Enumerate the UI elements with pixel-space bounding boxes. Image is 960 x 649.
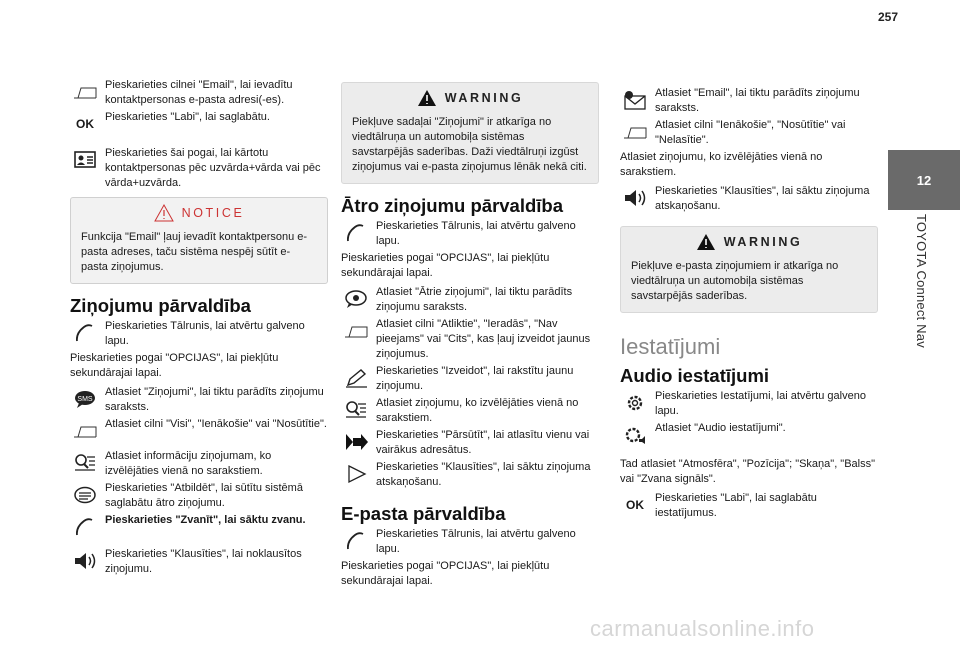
ok-step: OK Pieskarieties "Labi", lai saglabātu iestatījumus. bbox=[620, 491, 878, 521]
ok-step: OK Pieskarieties "Labi", lai saglabātu. bbox=[70, 110, 328, 140]
warning-title: WARNING bbox=[723, 234, 803, 249]
quick-messages-step: Atlasiet "Ātrie ziņojumi", lai tiktu parādīts ziņojumu saraksts. bbox=[341, 285, 599, 315]
phone-step: Pieskarieties Tālrunis, lai atvērtu galveno lapu. bbox=[70, 319, 328, 349]
column-3: Atlasiet "Email", lai tiktu parādīts ziņojumu saraksts. Atlasiet cilni "Ienākošie", "Nosūtītie" vai "Nelasītie". Atlasiet ziņojumu, ko izvēlējāties vienā no sarakstiem. Pieskarieties "Klausīties", lai sāktu ziņojuma atskaņošanu. WARNING Piekļuve e-pasta ziņojumiem ir atkarīga no viedtālruņa un automobiļa sistēmas savstarpējās saderības. Iestatījumi Audio iestatījumi Pieskarieties Iestatījumi, lai atvērtu galveno lapu. Atlasiet "Audio iestatījumi". Tad atlasiet "Atmosfēra", "Pozīcija"; "Skaņa", "Balss" vai "Zvana signāls". OK Pieskarieties "Labi", lai saglabātu iestatījumus. bbox=[620, 86, 878, 523]
details-icon bbox=[343, 400, 369, 420]
heading-message-management: Ziņojumu pārvaldība bbox=[70, 295, 251, 316]
warning-box bbox=[341, 82, 599, 184]
watermark: carmanualsonline.info bbox=[590, 616, 815, 641]
forward-step: Pieskarieties "Pārsūtīt", lai atlasītu vienu vai vairākus adresātus. bbox=[341, 428, 599, 458]
settings-step: Pieskarieties Iestatījumi, lai atvērtu galveno lapu. bbox=[620, 389, 878, 419]
audio-settings-step: Atlasiet "Audio iestatījumi". bbox=[620, 421, 878, 451]
play-step: Pieskarieties "Klausīties", lai sāktu ziņojuma atskaņošanu. bbox=[341, 460, 599, 490]
create-step: Pieskarieties "Izveidot", lai rakstītu jaunu ziņojumu. bbox=[341, 364, 599, 394]
column-2: WARNING Piekļuve sadaļai "Ziņojumi" ir atkarīga no viedtālruņa un automobiļa sistēmas savstarpējās saderības. Daži viedtālruņi izgūst ziņojumus vai e-pasta ziņojumus lēnāk nekā citi. Ātro ziņojumu pārvaldība Pieskarieties Tālrunis, lai atvērtu galveno lapu. Pieskarieties pogai "OPCIJAS", lai piekļūtu sekundārajai lapai. Atlasiet "Ātrie ziņojumi", lai tiktu parādīts ziņojumu saraksts. Atlasiet cilni "Atliktie", "Ieradās", "Nav pieejams" vai "Cits", kas ļauj izveidot jaunus ziņojumus. Pieskarieties "Izveidot", lai rakstītu jaunu ziņojumu. Atlasiet ziņojumu, ko izvēlējāties vienā no sarakstiem. Pieskarieties "Pārsūtīt", lai atlasītu vienu vai vairākus adresātus. Pieskarieties "Klausīties", lai sāktu ziņojuma atskaņošanu. E-pasta pārvaldība Pieskarieties Tālrunis, lai atvērtu galveno lapu. Pieskarieties pogai "OPCIJAS", lai piekļūtu sekundārajai lapai. bbox=[341, 78, 599, 593]
phone-icon bbox=[343, 531, 369, 551]
phone-icon bbox=[72, 517, 98, 537]
notice-box bbox=[70, 197, 328, 284]
warning-text: Piekļuve e-pasta ziņojumiem ir atkarīga no viedtālruņa un automobiļa sistēmas savstarpējās saderības. bbox=[631, 260, 839, 302]
call-step: Pieskarieties "Zvanīt", lai sāktu zvanu. bbox=[70, 513, 328, 543]
tab-icon bbox=[72, 421, 98, 441]
listen-step: Pieskarieties "Klausīties", lai noklausītos ziņojumu. bbox=[70, 547, 328, 577]
phone-step: Pieskarieties Tālrunis, lai atvērtu galveno lapu. bbox=[341, 219, 599, 249]
heading-email-management: E-pasta pārvaldība bbox=[341, 503, 506, 524]
listen-step: Pieskarieties "Klausīties", lai sāktu ziņojuma atskaņošanu. bbox=[620, 184, 878, 214]
column-1: Pieskarieties cilnei "Email", lai ievadītu kontaktpersonas e-pasta adresi(-es). OK Pieskarieties "Labi", lai saglabātu. Pieskarieties šai pogai, lai kārtotu kontaktpersonas pēc uzvārda+vārda vai pēc vārda+uzvārda. NOTICE Funkcija "Email" ļauj ievadīt kontaktpersonu e-pasta adreses, taču sistēma nespēj sūtīt e-pasta ziņojumus. Ziņojumu pārvaldība Pieskarieties Tālrunis, lai atvērtu galveno lapu. Pieskarieties pogai "OPCIJAS", lai piekļūtu sekundārajai lapai. SMS Atlasiet "Ziņojumi", lai tiktu parādīts ziņojumu saraksts. Atlasiet cilni "Visi", "Ienākošie" vai "Nosūtītie". Atlasiet informāciju ziņojumam, ko izvēlējāties vienā no sarakstiem. Pieskarieties "Atbildēt", lai sūtītu sistēmā saglabātu ātro ziņojumu. Pieskarieties "Zvanīt", lai sāktu zvanu. Pieskarieties "Klausīties", lai noklausītos ziņojumu. bbox=[70, 79, 327, 575]
warning-box bbox=[620, 226, 878, 313]
tab-step: Atlasiet cilni "Visi", "Ienākošie" vai "Nosūtītie". bbox=[70, 417, 328, 447]
quick-message-icon bbox=[343, 289, 369, 309]
tab-icon bbox=[72, 82, 98, 102]
ok-icon: OK bbox=[76, 117, 94, 131]
notice-icon bbox=[154, 204, 174, 222]
details-step: Atlasiet informāciju ziņojumam, ko izvēlējāties vienā no sarakstiem. bbox=[70, 449, 328, 479]
ok-icon: OK bbox=[626, 498, 644, 512]
heading-settings: Iestatījumi bbox=[620, 334, 721, 359]
chapter-tab bbox=[888, 150, 960, 210]
messages-step: SMS Atlasiet "Ziņojumi", lai tiktu parādīts ziņojumu saraksts. bbox=[70, 385, 328, 415]
details-step: Atlasiet ziņojumu, ko izvēlējāties vienā no sarakstiem. bbox=[341, 396, 599, 426]
notice-text: Funkcija "Email" ļauj ievadīt kontaktpersonu e-pasta adreses, taču sistēma nespēj sūtīt e-pasta ziņojumus. bbox=[81, 231, 308, 273]
tab-step: Atlasiet cilni "Ienākošie", "Nosūtītie" vai "Nelasītie". bbox=[620, 118, 878, 148]
details-icon bbox=[72, 453, 98, 473]
chapter-number: 12 bbox=[916, 173, 932, 188]
warning-icon bbox=[696, 233, 716, 251]
reply-step: Pieskarieties "Atbildēt", lai sūtītu sistēmā saglabātu ātro ziņojumu. bbox=[70, 481, 328, 511]
sort-step: Pieskarieties šai pogai, lai kārtotu kontaktpersonas pēc uzvārda+vārda vai pēc vārda+uzvārda. bbox=[70, 146, 328, 191]
gear-icon bbox=[622, 393, 648, 413]
tab-icon bbox=[343, 321, 369, 341]
reply-icon bbox=[72, 485, 98, 505]
email-icon bbox=[622, 90, 648, 110]
speaker-icon bbox=[72, 551, 98, 571]
pencil-icon bbox=[343, 368, 369, 388]
tab-step: Atlasiet cilni "Atliktie", "Ieradās", "Nav pieejams" vai "Cits", kas ļauj izveidot jaunus ziņojumus. bbox=[341, 317, 599, 362]
warning-icon bbox=[417, 89, 437, 107]
heading-audio-settings: Audio iestatījumi bbox=[620, 365, 770, 386]
email-list-step: Atlasiet "Email", lai tiktu parādīts ziņojumu saraksts. bbox=[620, 86, 878, 116]
chapter-title: TOYOTA Connect Nav bbox=[914, 214, 929, 348]
warning-title: WARNING bbox=[444, 90, 524, 105]
notice-title: NOTICE bbox=[181, 205, 245, 220]
speaker-icon bbox=[622, 188, 648, 208]
tab-icon bbox=[622, 122, 648, 142]
forward-icon bbox=[343, 432, 369, 452]
phone-icon bbox=[343, 223, 369, 243]
email-tab-step: Pieskarieties cilnei "Email", lai ievadītu kontaktpersonas e-pasta adresi(-es). bbox=[70, 78, 328, 108]
heading-quick-messages: Ātro ziņojumu pārvaldība bbox=[341, 195, 564, 216]
phone-step: Pieskarieties Tālrunis, lai atvērtu galveno lapu. bbox=[341, 527, 599, 557]
warning-text: Piekļuve sadaļai "Ziņojumi" ir atkarīga no viedtālruņa un automobiļa sistēmas savstarpējās saderības. Daži viedtālruņi izgūst ziņojumus vai e-pasta ziņojumus lēnāk nekā citi. bbox=[352, 116, 587, 173]
contacts-sort-icon bbox=[72, 150, 98, 170]
play-icon bbox=[343, 464, 369, 484]
sms-icon bbox=[72, 389, 98, 409]
page-number: 257 bbox=[877, 10, 899, 24]
phone-icon bbox=[72, 323, 98, 343]
svg-text:SMS: SMS bbox=[77, 396, 93, 403]
audio-gear-icon bbox=[622, 425, 648, 445]
